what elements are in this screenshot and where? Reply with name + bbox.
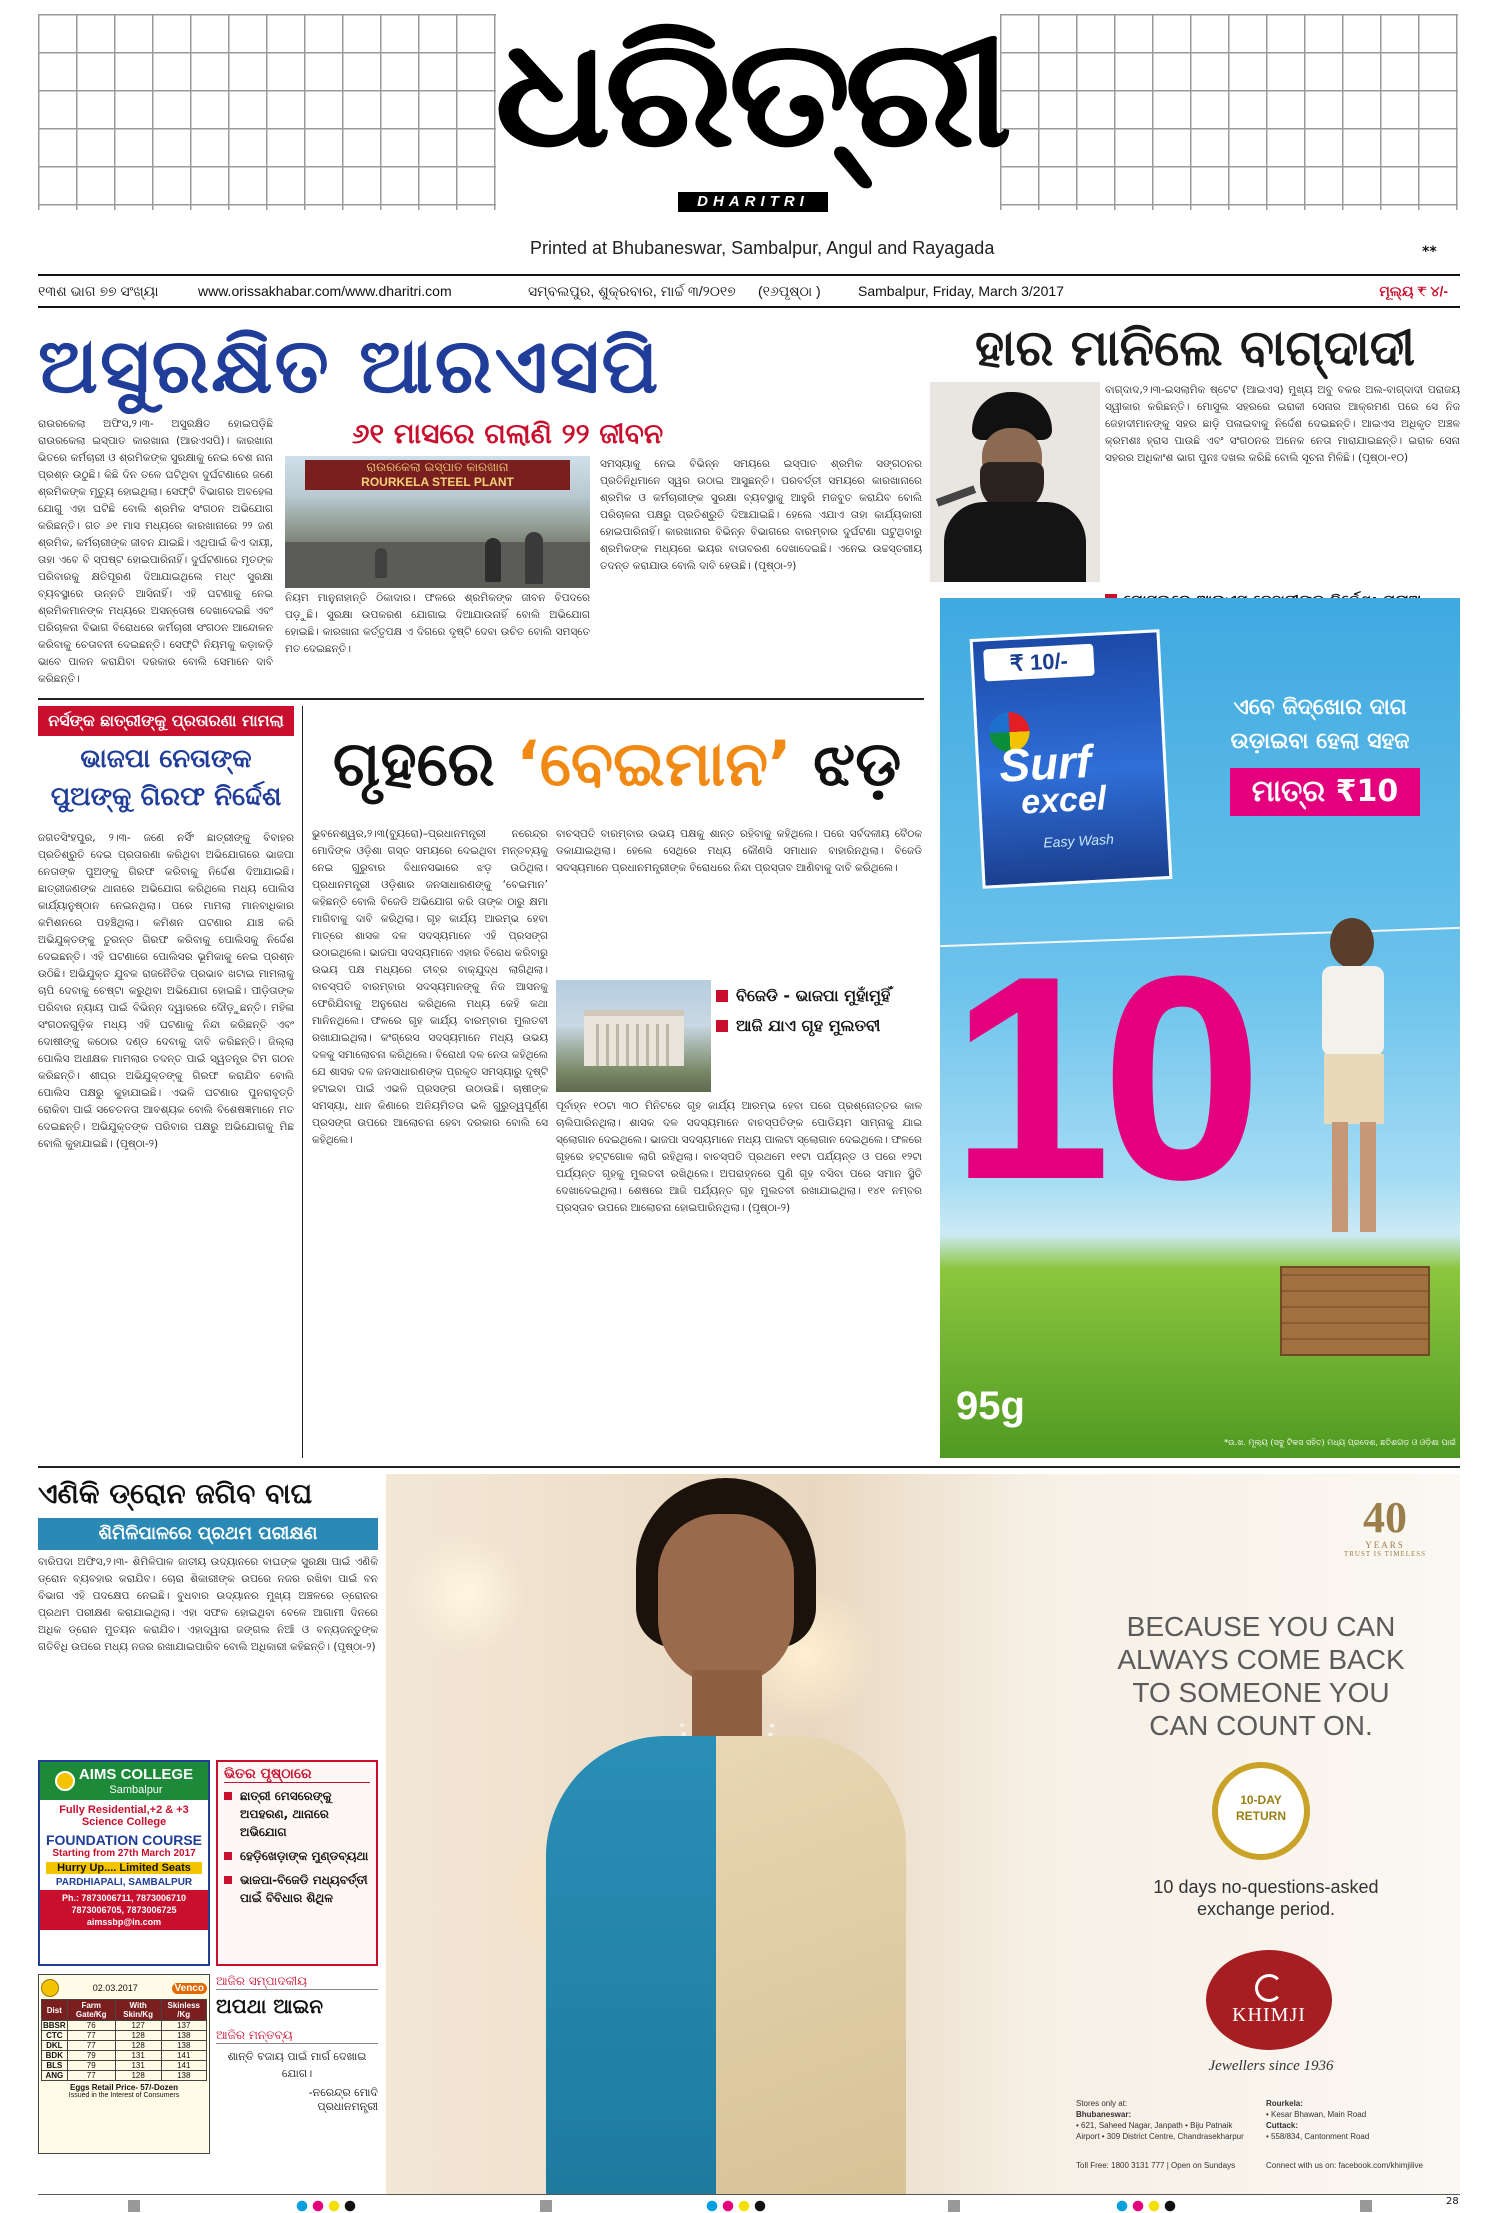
egg-table-cell: 76: [67, 2021, 115, 2031]
cmyk-dots-3: [1116, 2200, 1184, 2212]
inside-item-1[interactable]: [224, 1787, 370, 1841]
price: ମୂଲ୍ୟ ₹ ୪/-: [1379, 282, 1448, 299]
aims-email[interactable]: aimssbp@in.com: [86, 1917, 162, 1927]
khimji-since: Jewellers since 1936: [1208, 2058, 1334, 2074]
nurse-column-rule: [302, 706, 303, 1458]
inside-item-2-icon: [224, 1852, 232, 1860]
khimji-ad[interactable]: [386, 1474, 1460, 2194]
assembly-bullet-1-text: ବିଜେଡି - ଭାଜପା ମୁହାଁମୁହିଁ: [736, 986, 891, 1005]
assembly-bullets: [716, 984, 922, 1092]
aims-line-2: Science College: [81, 1816, 167, 1828]
gray-block-2: [540, 2200, 552, 2212]
drone-headline: ଏଣିକି ଡ୍ରୋନ ଜଗିବ ବାଘ: [38, 1477, 313, 1510]
footer-rule: [38, 2194, 1460, 2195]
page-number: 28: [1446, 2196, 1459, 2207]
date-english: Sambalpur, Friday, March 3/2017: [858, 283, 1064, 299]
return-badge-line-1: 10-DAY: [1240, 1793, 1282, 1807]
egg-table-cell: BDK: [42, 2051, 68, 2061]
egg-table-cell: 77: [67, 2031, 115, 2041]
infobar-bottom-rule: [38, 306, 1460, 308]
aims-line-1: Fully Residential,+2 & +3: [59, 1804, 189, 1816]
egg-price-table: [41, 1999, 207, 2081]
lead-bottom-rule: [38, 698, 924, 700]
nurse-text: ଜଗତସିଂହପୁର, ୨।୩- ଜଣେ ନର୍ସିଂ ଛାତ୍ରୀଙ୍କୁ ବିବାହର ପ୍ରତିଶ୍ରୁତି ଦେଇ ପ୍ରତାରଣା କରିଥିବା ଅଭିଯୋଗରେ ଭାଜପା ନେତାଙ୍କ ପୁଅଙ୍କୁ ଗିରଫ କରିବାକୁ ନିର୍ଦ୍ଦେଶ ଦିଆଯାଇଛି। ଛାତ୍ରୀଜଣଙ୍କ ଥାନାରେ ଅଭିଯୋଗ କରିଥିଲେ ମଧ୍ୟ ପୋଲିସ କାର୍ଯ୍ୟାନୁଷ୍ଠାନ ନେଇନଥିଲା। ପରେ ମାମଲା ମାନବାଧିକାର କମିଶନରେ ପହଞ୍ଚିଥିଲା। କମିଶନ ଘଟଣାର ଯାଞ୍ଚ କରି ଅଭିଯୁକ୍ତଙ୍କୁ ତୁରନ୍ତ ଗିରଫ କରିବାକୁ ପୋଲିସକୁ ନିର୍ଦ୍ଦେଶ ଦେଇଛନ୍ତି। ଏହି ଘଟଣାରେ ପୋଲିସର ଭୂମିକାକୁ ନେଇ ପ୍ରଶ୍ନ ଉଠିଛି। ଅଭିଯୁକ୍ତ ଯୁବକ ରାଜନୈତିକ ପ୍ରଭାବ ଖଟାଇ ମାମଲାକୁ ଚାପି ଦେବାକୁ ଚେଷ୍ଟା କରୁଥିବା ଅଭିଯୋଗ ହୋଇଛି। ପୀଡ଼ିତାଙ୍କ ପରିବାର ନ୍ୟାୟ ପାଇଁ ବିଭିନ୍ନ ଦ୍ୱାରରେ ଦୌଡ଼ୁଛନ୍ତି। ମହିଳା ସଂଗଠନଗୁଡ଼ିକ ମଧ୍ୟ ଏହି ଘଟଣାକୁ ନିନ୍ଦା କରିଛନ୍ତି ଏବଂ ଦୋଷୀଙ୍କୁ କଠୋର ଦଣ୍ଡ ଦେବାକୁ ଦାବି କରିଛନ୍ତି। ଜିଲ୍ଲା ପୋଲିସ ଅଧୀକ୍ଷକ ମାମଲାର ତଦନ୍ତ ପାଇଁ ସ୍ୱତନ୍ତ୍ର ଟିମ ଗଠନ କରିଛନ୍ତି। ଶୀଘ୍ର ଅଭିଯୁକ୍ତଙ୍କୁ ଗିରଫ କରାଯିବ ବୋଲି ପୋଲିସ ପକ୍ଷରୁ କୁହାଯାଇଛି। ଏଭଳି ଘଟଣାର ପୁନରାବୃତ୍ତି ରୋକିବା ପାଇଁ ସଚେତନତା ଆବଶ୍ୟକ ବୋଲି ବିଶେଷଜ୍ଞମାନେ ମତ ଦେଇଛନ୍ତି। ଅଭିଯୁକ୍ତଙ୍କ ପରିବାର ପକ୍ଷରୁ ଅଭିଯୋଗକୁ ମିଛ ବୋଲି କୁହାଯାଇଛି। (ପୃଷ୍ଠା-୨): [38, 832, 294, 1150]
egg-table-row: [42, 2061, 207, 2071]
nurse-kicker: ନର୍ସଙ୍କ ଛାତ୍ରୀଙ୍କୁ ପ୍ରତାରଣା ମାମଲା: [38, 706, 294, 736]
lead-subhead: ୬୧ ମାସରେ ଗଲାଣି ୨୨ ଜୀବନ: [351, 417, 664, 450]
mid-page-rule: [38, 1466, 1460, 1468]
masthead-title: ଧରିତ୍ରୀ: [494, 7, 1006, 181]
surf-boy-shorts: [1324, 1054, 1384, 1124]
egg-header-cell: Farm Gate/Kg: [67, 2000, 115, 2021]
store-city-1: Bhubaneswar:: [1076, 2110, 1132, 2119]
inside-title: ଭିତର ପୃଷ୍ଠାରେ: [224, 1766, 370, 1783]
baghdadi-text: ବାଗ୍‌ଦାଦ,୨।୩-ଇସଲାମିକ ଷ୍ଟେଟ (ଆଇଏସ) ମୁଖ୍ୟ ଅବୁ ବକର ଅଲ-ବାଗ୍‌ଦାଦୀ ପରାଜୟ ସ୍ୱୀକାର କରିଛନ୍ତି। ମୋସୁଲ ସହରରେ ଇରାକୀ ସେନାର ଆକ୍ରମଣ ପରେ ସେ ନିଜ ଜେହାଦୀମାନଙ୍କୁ ସହର ଛାଡ଼ି ପଳାଇବାକୁ ନିର୍ଦ୍ଦେଶ ଦେଇଛନ୍ତି। ଆଇଏସ ଅଧିକୃତ ଅଞ୍ଚଳ କ୍ରମଶଃ ହ୍ରାସ ପାଉଛି ଏବଂ ସଂଗଠନର ଅନେକ ନେତା ମାରାଯାଇଛନ୍ତି। ଇରାକ ସେନା ସହରର ଅଧିକାଂଶ ଭାଗ ପୁନଃ ଦଖଲ କରିଛି ବୋଲି ସୂଚନା ମିଳିଛି। (ପୃଷ୍ଠା-୧୦): [1105, 384, 1460, 464]
aims-phone-1: Ph.: 7873006711, 7873006710: [61, 1893, 187, 1903]
years-label: YEARS: [1365, 1540, 1405, 1550]
khimji-model: [516, 1474, 946, 2194]
aims-city: Sambalpur: [109, 1783, 163, 1796]
date-odia: ସମ୍ବଲପୁର, ଶୁକ୍ରବାର, ମାର୍ଚ୍ଚ ୩/୨୦୧୭: [528, 282, 736, 299]
surf-price-tag: ₹ 10/-: [983, 644, 1095, 682]
quote-text: ଶାନ୍ତି ବଜାୟ ପାଇଁ ମାର୍ଗ ଦେଖାଇ ଯୋଗ।: [227, 2050, 367, 2080]
egg-table-row: [42, 2051, 207, 2061]
surf-boy-legs: [1332, 1122, 1376, 1232]
issue-number: ୧୩ଶ ଭାଗ ୭୭ ସଂଖ୍ୟା: [38, 282, 159, 299]
aims-contact: [40, 1890, 208, 1930]
model-face: [658, 1514, 794, 1684]
egg-table-cell: 128: [115, 2031, 161, 2041]
egg-interest: Issued in the Interest of Consumers: [68, 2092, 180, 2099]
egg-table-cell: CTC: [42, 2031, 68, 2041]
photo-person-3: [375, 548, 387, 578]
quote-role: ପ୍ରଧାନମନ୍ତ୍ରୀ: [317, 2100, 378, 2113]
inside-item-2-text: ହେଡ଼ିଖେଡ଼ାଙ୍କ ମୁଣ୍ଡବ୍ୟଥା: [240, 1849, 369, 1863]
quote-author: -ନରେନ୍ଦ୍ର ମୋଦି: [308, 2086, 378, 2099]
egg-retail: Eggs Retail Price- 57/-Dozen: [69, 2083, 179, 2092]
egg-table-cell: 131: [115, 2061, 161, 2071]
egg-price-box: [38, 1974, 210, 2154]
aims-header-text: [79, 1766, 193, 1797]
trust-label: TRUST IS TIMELESS: [1343, 1550, 1427, 1558]
aims-name: AIMS COLLEGE: [78, 1765, 194, 1783]
aims-header: [40, 1762, 208, 1800]
inside-item-1-icon: [224, 1792, 232, 1800]
photo-person-2: [525, 532, 543, 584]
stores-label: Stores only at:: [1076, 2099, 1128, 2108]
infobar: [38, 276, 1460, 306]
gate-sign-odia: ରାଉରକେଲା ଇସ୍ପାତ କାରଖାନା: [366, 460, 509, 474]
page-count: (୧୬ପୃଷ୍ଠା ): [758, 282, 821, 299]
store-city-3: Cuttack:: [1266, 2121, 1299, 2130]
egg-table-cell: 141: [161, 2061, 207, 2071]
stores-left: [1076, 2098, 1256, 2160]
assembly-bullet-2: [716, 1014, 922, 1038]
lead-col-2: ନିୟମ ମାନୁନାହାନ୍ତି ଠିକାଦାର। ଫଳରେ ଶ୍ରମିକଙ୍କ ଜୀବନ ବିପଦରେ ପଡ଼ୁଛି। ସୁରକ୍ଷା ଉପକରଣ ଯୋଗାଇ ଦିଆଯାଉନାହିଁ ବୋଲି ଅଭିଯୋଗ ହୋଇଛି। କାରଖାନା କର୍ତ୍ତୃପକ୍ଷ ଏ ଦିଗରେ ଦୃଷ୍ଟି ଦେବା ଉଚିତ ବୋଲି ସମସ୍ତେ ମତ ଦେଇଛନ୍ତି।: [285, 592, 590, 655]
aims-start: Starting from 27th March 2017: [52, 1848, 196, 1859]
baghdadi-headline: ହାର ମାନିଲେ ବାଗ୍‌ଦାଦୀ: [974, 319, 1416, 377]
egg-table-cell: 128: [115, 2041, 161, 2051]
surf-crate: [1280, 1266, 1430, 1356]
assembly-bullet-1: [716, 984, 922, 1008]
surf-big-number: 10: [950, 916, 1253, 1240]
egg-table-cell: 79: [67, 2051, 115, 2061]
edition-mark: **: [1422, 244, 1437, 260]
lead-headline: ଅସୁରକ୍ଷିତ ଆରଏସପି: [38, 321, 661, 410]
assembly-headline: [312, 714, 922, 814]
store-address-3: • 558/834, Cantonment Road: [1266, 2132, 1370, 2141]
assembly-bullet-2-text: ଆଜି ଯାଏ ଗୃହ ମୁଲତବୀ: [736, 1016, 881, 1035]
necc-logo: [41, 1979, 59, 1997]
masthead-grid-left: [38, 14, 496, 210]
venco-brand: Venco: [172, 1983, 207, 1994]
khimji-tagline: BECAUSE YOU CAN ALWAYS COME BACK TO SOMEONE YOU CAN COUNT ON.: [1117, 1611, 1405, 1741]
gray-block-3: [948, 2200, 960, 2212]
photo-person-1: [485, 538, 501, 582]
cmyk-dots-1: [296, 2200, 364, 2212]
stores-right: [1266, 2098, 1446, 2160]
photo-gate-sign: [305, 460, 570, 490]
aims-phone-2: 7873006705, 7873006725: [71, 1905, 177, 1915]
lead-photo: [285, 456, 590, 588]
lead-col-3: ସମସ୍ୟାକୁ ନେଇ ବିଭିନ୍ନ ସମୟରେ ଇସ୍ପାତ ଶ୍ରମିକ ସଙ୍ଗଠନର ପ୍ରତିନିଧିମାନେ ସ୍ୱର ଉଠାଇ ଆସୁଛନ୍ତି। ପରବର୍ତ୍ତୀ ସମୟରେ କାରଖାନାରେ ଶ୍ରମିକ ଓ କର୍ମଚାରୀଙ୍କ ସୁରକ୍ଷା ବ୍ୟବସ୍ଥାକୁ ଆହୁରି ମଜବୁତ କରାଯିବ ବୋଲି ପରିଚାଳନା ପକ୍ଷରୁ ପ୍ରତିଶ୍ରୁତି ଦିଆଯାଇଛି। ହେଲେ ଏଯାଏ ତାହା କାର୍ଯ୍ୟକାରୀ ହୋଇପାରିନାହିଁ। କାରଖାନାର ବିଭିନ୍ନ ବିଭାଗରେ ବାରମ୍ବାର ଦୁର୍ଘଟଣା ଘଟୁଥିବାରୁ ଶ୍ରମିକଙ୍କ ମଧ୍ୟରେ ଭୟର ବାତାବରଣ ଦେଖାଦେଇଛି। ଏନେଇ ଉଚ୍ଚସ୍ତରୀୟ ତଦନ୍ତ କରାଯାଉ ବୋଲି ଦାବି ହେଉଛି। (ପୃଷ୍ଠା-୨): [600, 458, 922, 572]
khimji-stores: [1076, 2098, 1446, 2188]
egg-header-cell: With Skin/Kg: [115, 2000, 161, 2021]
egg-table-cell: 138: [161, 2031, 207, 2041]
store-city-2: Rourkela:: [1266, 2099, 1303, 2108]
egg-table-cell: 138: [161, 2041, 207, 2051]
egg-table-cell: 128: [115, 2071, 161, 2081]
aims-course: FOUNDATION COURSE: [45, 1832, 203, 1848]
editorial-label: ଆଜିର ସମ୍ପାଦକୀୟ: [216, 1974, 378, 1990]
drone-subhead: ଶିମିଳିପାଳରେ ପ୍ରଥମ ପରୀକ୍ଷଣ: [38, 1518, 378, 1550]
egg-table-cell: BLS: [42, 2061, 68, 2071]
photo-road: [285, 542, 590, 588]
egg-date: 02.03.2017: [92, 1983, 138, 1993]
khimji-logo: [1206, 1950, 1332, 2050]
egg-header-cell: Skinless /Kg: [161, 2000, 207, 2021]
egg-table-cell: BBSR: [43, 2021, 66, 2030]
egg-table-cell: DKL: [42, 2041, 68, 2051]
baghdadi-photo: [930, 382, 1100, 582]
surf-line-2: ଉଡ଼ାଇବା ହେଲା ସହଜ: [1230, 729, 1410, 754]
egg-table-cell: 127: [115, 2021, 161, 2031]
inside-item-1-text: ଛାତ୍ରୀ ମେସରେଙ୍କୁ ଅପହରଣ, ଥାନାରେ ଅଭିଯୋଗ: [240, 1789, 332, 1839]
khimji-40-years: [1330, 1493, 1440, 1558]
model-saree: [716, 1736, 906, 2194]
store-address-1: • 621, Saheed Nagar, Janpath • Biju Patnaik Airport • 309 District Centre, Chandrasekharpur: [1076, 2121, 1244, 2141]
surf-line-1: ଏବେ ଜିଦ୍‌ଖୋର ଦାଗ: [1233, 695, 1407, 720]
egg-table-cell: 79: [67, 2061, 115, 2071]
inside-pages-box: [216, 1760, 378, 1966]
baghdadi-robe: [944, 502, 1086, 582]
assembly-building-columns: [596, 1024, 672, 1066]
aims-address: PARDHIAPALI, SAMBALPUR: [55, 1877, 193, 1888]
surf-brand-1: Surf: [997, 734, 1093, 792]
editorial-box: [216, 1974, 378, 2154]
khimji-brand: KHIMJI: [1232, 2003, 1306, 2026]
aims-logo-icon: [55, 1771, 75, 1791]
egg-table-header-row: [42, 2000, 207, 2021]
printed-at: Printed at Bhubaneswar, Sambalpur, Angul and Rayagada: [530, 238, 995, 258]
egg-box-header: [41, 1977, 207, 1999]
drone-text: ବାରିପଦା ଅଫିସ,୨।୩- ଶିମିଳିପାଳ ଜାତୀୟ ଉଦ୍ୟାନରେ ବାଘଙ୍କ ସୁରକ୍ଷା ପାଇଁ ଏଣିକି ଡ୍ରୋନ ବ୍ୟବହାର କରାଯିବ। ଚୋରା ଶିକାରୀଙ୍କ ଉପରେ ନଜର ରଖିବା ପାଇଁ ବନ ବିଭାଗ ଏହି ପଦକ୍ଷେପ ନେଇଛି। ବୁଧବାର ଉଦ୍ୟାନର ମୁଖ୍ୟ ଅଞ୍ଚଳରେ ଡ୍ରୋନର ପ୍ରଥମ ପରୀକ୍ଷଣ କରାଯାଇଥିଲା। ଏହା ସଫଳ ହୋଇଥିବା ବେଳେ ଆଗାମୀ ଦିନରେ ଅଧିକ ଡ୍ରୋନ ମୁତୟନ କରାଯିବ। ଏହାଦ୍ୱାରା ଜଙ୍ଗଲ ନିଆଁ ଓ ବନ୍ୟଜନ୍ତୁଙ୍କ ଗତିବିଧି ଉପରେ ମଧ୍ୟ ନଜର ରଖାଯାଇପାରିବ ବୋଲି ଅଧିକାରୀ କହିଛନ୍ତି। (ପୃଷ୍ଠା-୨): [38, 1556, 378, 1653]
egg-table-cell: 141: [161, 2051, 207, 2061]
egg-table-row: [42, 2031, 207, 2041]
assembly-col-2a: ବାଚସ୍ପତି ବାରମ୍ବାର ଉଭୟ ପକ୍ଷକୁ ଶାନ୍ତ ରହିବାକୁ କହିଥିଲେ। ପରେ ସର୍ବଦଳୀୟ ବୈଠକ ଡକାଯାଇଥିଲା। ହେଲେ ସେଥିରେ ମଧ୍ୟ କୌଣସି ସମାଧାନ ବାହାରିନଥିଲା। ବିଜେଡି ସଦସ୍ୟମାନେ ପ୍ରଧାନମନ୍ତ୍ରୀଙ୍କ ବିରୋଧରେ ନିନ୍ଦା ପ୍ରସ୍ତାବ ଆଣିବାକୁ ଦାବି କରିଥିଲେ।: [556, 828, 922, 874]
nurse-headline: ଭାଜପା ନେତାଙ୍କ ପୁଅଙ୍କୁ ଗିରଫ ନିର୍ଦ୍ଦେଶ: [50, 744, 282, 812]
years-number: 40: [1363, 1493, 1407, 1542]
inside-item-3-text: ଭାଜପା-ବିଜେଡି ମଧ୍ୟବର୍ତ୍ତୀ ପାଇଁ ବିବିଧାର ଶିଥିଳ: [240, 1873, 368, 1905]
store-address-2: • Kesar Bhawan, Main Road: [1266, 2110, 1367, 2119]
egg-table-cell: ANG: [42, 2071, 68, 2081]
masthead-subtitle: DHARITRI: [678, 192, 828, 212]
assembly-headline-post: ଝଡ଼: [813, 727, 902, 800]
surf-boy-head: [1330, 918, 1374, 968]
assembly-bullet-2-icon: [716, 1020, 728, 1032]
egg-table-cell: 131: [115, 2051, 161, 2061]
assembly-bullet-1-icon: [716, 990, 728, 1002]
lead-col-1: ରାଉରକେଲା ଅଫିସ,୨।୩- ଅସୁରକ୍ଷିତ ହୋଇପଡ଼ିଛି ରାଉରକେଲା ଇସ୍ପାତ କାରଖାନା (ଆରଏସପି)। କାରଖାନା ଭିତରେ କର୍ମଚାରୀ ଓ ଶ୍ରମିକଙ୍କ ସୁରକ୍ଷାକୁ ନେଇ ବେଶ ନାନା ପ୍ରଶ୍ନ ଉଠୁଛି। କିଛି ଦିନ ତଳେ ଘଟିଥିବା ଦୁର୍ଘଟଣାରେ ଜଣେ ଶ୍ରମିକଙ୍କ ମୃତ୍ୟୁ ହୋଇଥିଲା। ସେଫ୍‌ଟି ବିଭାଗର ଅବହେଳା ଯୋଗୁ ଏହା ଘଟିଛି ବୋଲି ଶ୍ରମିକ ସଂଗଠନ ଅଭିଯୋଗ କରିଛନ୍ତି। ଗତ ୬୧ ମାସ ମଧ୍ୟରେ କାରଖାନାରେ ୨୨ ଜଣ ଶ୍ରମିକ, କର୍ମଚାରୀଙ୍କ ଜୀବନ ଯାଇଛି। ଏଥିପାଇଁ କିଏ ଦାୟୀ, ତାହା ଏବେ ବି ସ୍ପଷ୍ଟ ହୋଇପାରିନାହିଁ। ଦୁର୍ଘଟଣାରେ ମୃତଙ୍କ ପରିବାରକୁ କ୍ଷତିପୂରଣ ଦିଆଯାଇଥିଲେ ମଧ୍୯ ସୁରକ୍ଷା ବ୍ୟବସ୍ଥାରେ ଉନ୍ନତି ଆସିନାହିଁ। ଏହି ଘଟଣାକୁ ନେଇ ଶ୍ରମିକମାନଙ୍କ ମଧ୍ୟରେ ଅସନ୍ତୋଷ ଦେଖାଦେଇଛି ଏବଂ ପରିଚାଳନା ବିଭାଗ ବିରୋଧରେ କର୍ମଚାରୀ ସଂଗଠନ ଆନ୍ଦୋଳନ କରିବାକୁ ଚେତାବନୀ ଦେଇଛନ୍ତି। ସେଫ୍‌ଟି ନିୟମକୁ କଡ଼ାକଡ଼ି ଭାବେ ପାଳନ କରାଯିବା ଦରକାର ବୋଲି ସେମାନେ ଦାବି କରିଛନ୍ତି।: [38, 418, 273, 685]
khimji-swirl-icon: [1255, 1974, 1283, 2002]
exchange-text: 10 days no-questions-asked exchange period.: [1153, 1877, 1379, 1919]
surf-boy-shirt: [1322, 966, 1384, 1056]
cmyk-dots-2: [706, 2200, 774, 2212]
gate-sign-english: ROURKELA STEEL PLANT: [361, 475, 514, 489]
gray-block-1: [128, 2200, 140, 2212]
surf-sub: Easy Wash: [1042, 830, 1115, 851]
aims-college-ad[interactable]: [38, 1760, 210, 1966]
egg-table-cell: 77: [67, 2071, 115, 2081]
egg-table-cell: 137: [161, 2021, 207, 2031]
gray-block-4: [1360, 2200, 1372, 2212]
assembly-photo: [556, 980, 711, 1092]
quote-label: ଆଜିର ମନ୍ତବ୍ୟ: [216, 2028, 378, 2044]
egg-table-row: [42, 2071, 207, 2081]
return-badge-line-2: RETURN: [1236, 1809, 1286, 1823]
assembly-col-1: ଭୁବନେଶ୍ୱର,୨।୩(ବ୍ୟୁରୋ)–ପ୍ରଧାନମନ୍ତ୍ରୀ ନରେନ୍ଦ୍ର ମୋଦିଙ୍କ ଓଡ଼ିଶା ଗସ୍ତ ସମୟରେ ଦେଇଥିବା ମନ୍ତବ୍ୟକୁ ନେଇ ଗୁରୁବାର ବିଧାନସଭାରେ ଝଡ଼ ଉଠିଥିଲା। ପ୍ରଧାନମନ୍ତ୍ରୀ ଓଡ଼ିଶାର ଜନସାଧାରଣଙ୍କୁ ‘ବେଇମାନ’ କହିଛନ୍ତି ବୋଲି ବିଜେଡି ଅଭିଯୋଗ କରି ତାଙ୍କ ଠାରୁ କ୍ଷମା ମାଗିବାକୁ ଦାବି କରିଥିଲା। ଗୃହ କାର୍ଯ୍ୟ ଆରମ୍ଭ ହେବା ମାତ୍ରେ ଶାସକ ଦଳ ସଦସ୍ୟମାନେ ଏହି ପ୍ରସଙ୍ଗ ଉଠାଇଥିଲେ। ଭାଜପା ସଦସ୍ୟମାନେ ଏହାର ବିରୋଧ କରିବାରୁ ଉଭୟ ପକ୍ଷ ମଧ୍ୟରେ ତୀବ୍ର ବାକ୍‌ଯୁଦ୍ଧ ଲାଗିଥିଲା। ବାଚସ୍ପତି ବାରମ୍ବାର ସଦସ୍ୟମାନଙ୍କୁ ନିଜ ଆସନକୁ ଫେରିଯିବାକୁ ଅନୁରୋଧ କରିଥିଲେ ମଧ୍ୟ କେହି କଥା ମାନିନଥିଲେ। ଫଳରେ ଗୃହ କାର୍ଯ୍ୟ ବାରମ୍ବାର ମୁଲତବୀ ରଖାଯାଇଥିଲା। କଂଗ୍ରେସ ସଦସ୍ୟମାନେ ମଧ୍ୟ ଉଭୟ ଦଳକୁ ସମାଲୋଚନା କରିଥିଲେ। ବିରୋଧୀ ଦଳ ନେତା କହିଥିଲେ ଯେ ଶାସକ ଦଳ ଜନସାଧାରଣଙ୍କ ପ୍ରକୃତ ସମସ୍ୟାରୁ ଦୃଷ୍ଟି ହଟାଇବା ପାଇଁ ଏଭଳି ପ୍ରସଙ୍ଗ ଉଠାଉଛି। ଚାଷୀଙ୍କ ସମସ୍ୟା, ଧାନ କିଣାରେ ଅନିୟମିତତା ଭଳି ଗୁରୁତ୍ୱପୂର୍ଣ୍ଣ ପ୍ରସଙ୍ଗ ଉପରେ ଆଲୋଚନା ହେବା ଦରକାର ବୋଲି ସେ କହିଥିଲେ।: [312, 828, 548, 1146]
masthead-grid-right: [1000, 14, 1458, 210]
egg-table-row: [42, 2021, 207, 2031]
website-link[interactable]: www.orissakhabar.com/www.dharitri.com: [198, 283, 452, 299]
surf-fineprint: *ଉ.ଖ. ମୂଲ୍ୟ (ସବୁ ଟିକସ ସହିତ) ମଧ୍ୟ ପ୍ରଦେଶ, ଛତିଶଗଡ଼ ଓ ଓଡ଼ିଶା ପାଇଁ: [1224, 1438, 1456, 1447]
assembly-headline-pre: ଗୃହରେ: [332, 727, 495, 800]
surf-brand-2: excel: [1020, 779, 1108, 822]
surf-line-3: ମାତ୍ର ₹10: [1230, 768, 1420, 816]
khimji-tollfree[interactable]: Toll Free: 1800 3131 777 | Open on Sundays: [1076, 2160, 1236, 2170]
egg-table-row: [42, 2041, 207, 2051]
assembly-headline-quote: ‘ବେଇମାନ’: [516, 727, 792, 800]
registration-strip: [0, 2198, 1500, 2213]
egg-table-cell: 77: [67, 2041, 115, 2051]
surf-weight: 95g: [956, 1384, 1025, 1428]
masthead-logo: [494, 7, 1006, 210]
khimji-facebook[interactable]: Connect with us on: facebook.com/khimjilive: [1266, 2160, 1423, 2170]
egg-header-cell: Dist: [42, 2000, 68, 2021]
aims-hurry: Hurry Up.... Limited Seats: [46, 1862, 202, 1874]
surf-boy: [1300, 898, 1410, 1268]
inside-item-3-icon: [224, 1876, 232, 1884]
surf-pack: [970, 629, 1173, 889]
inside-item-3[interactable]: [224, 1871, 370, 1907]
surf-excel-ad[interactable]: [940, 598, 1460, 1458]
assembly-col-2b: ପୂର୍ବାହ୍ନ ୧୦ଟା ୩୦ ମିନିଟରେ ଗୃହ କାର୍ଯ୍ୟ ଆରମ୍ଭ ହେବା ପରେ ପ୍ରଶ୍ନୋତ୍ତର କାଳ ଚାଲିପାରିନଥିଲା। ଶାସକ ଦଳ ସଦସ୍ୟମାନେ ବାଚସ୍ପତିଙ୍କ ପୋଡିୟମ ସାମ୍ନାକୁ ଯାଇ ସ୍ଲୋଗାନ ଦେଇଥିଲେ। ଭାଜପା ସଦସ୍ୟମାନେ ମଧ୍ୟ ପାଲଟା ସ୍ଲୋଗାନ ଦେଇଥିଲେ। ଫଳରେ ଗୃହରେ ହଟ୍ଟଗୋଳ ଲାଗି ରହିଥିଲା। ବାଚସ୍ପତି ପ୍ରଥମେ ୧୧ଟା ପର୍ଯ୍ୟନ୍ତ ଓ ପରେ ୧୨ଟା ପର୍ଯ୍ୟନ୍ତ ଗୃହକୁ ମୁଲତବୀ ରଖିଥିଲେ। ଅପରାହ୍ନରେ ପୁଣି ଗୃହ ବସିବା ପରେ ସମାନ ସ୍ଥିତି ଦେଖାଦେଇଥିଲା। ଶେଷରେ ଆଜି ପର୍ଯ୍ୟନ୍ତ ଗୃହ ମୁଲତବୀ ରଖାଯାଇଥିଲା। ୧୪୧ ନମ୍ବର ପ୍ରସ୍ତାବ ଉପରେ ଆଲୋଚନା ହୋଇପାରିନଥିଲା। (ପୃଷ୍ଠା-୨): [556, 1100, 922, 1214]
return-badge: [1212, 1762, 1310, 1860]
editorial-title[interactable]: ଅପଥା ଆଇନ: [216, 1994, 324, 2018]
inside-item-2[interactable]: [224, 1847, 370, 1865]
egg-table-cell: 138: [161, 2071, 207, 2081]
